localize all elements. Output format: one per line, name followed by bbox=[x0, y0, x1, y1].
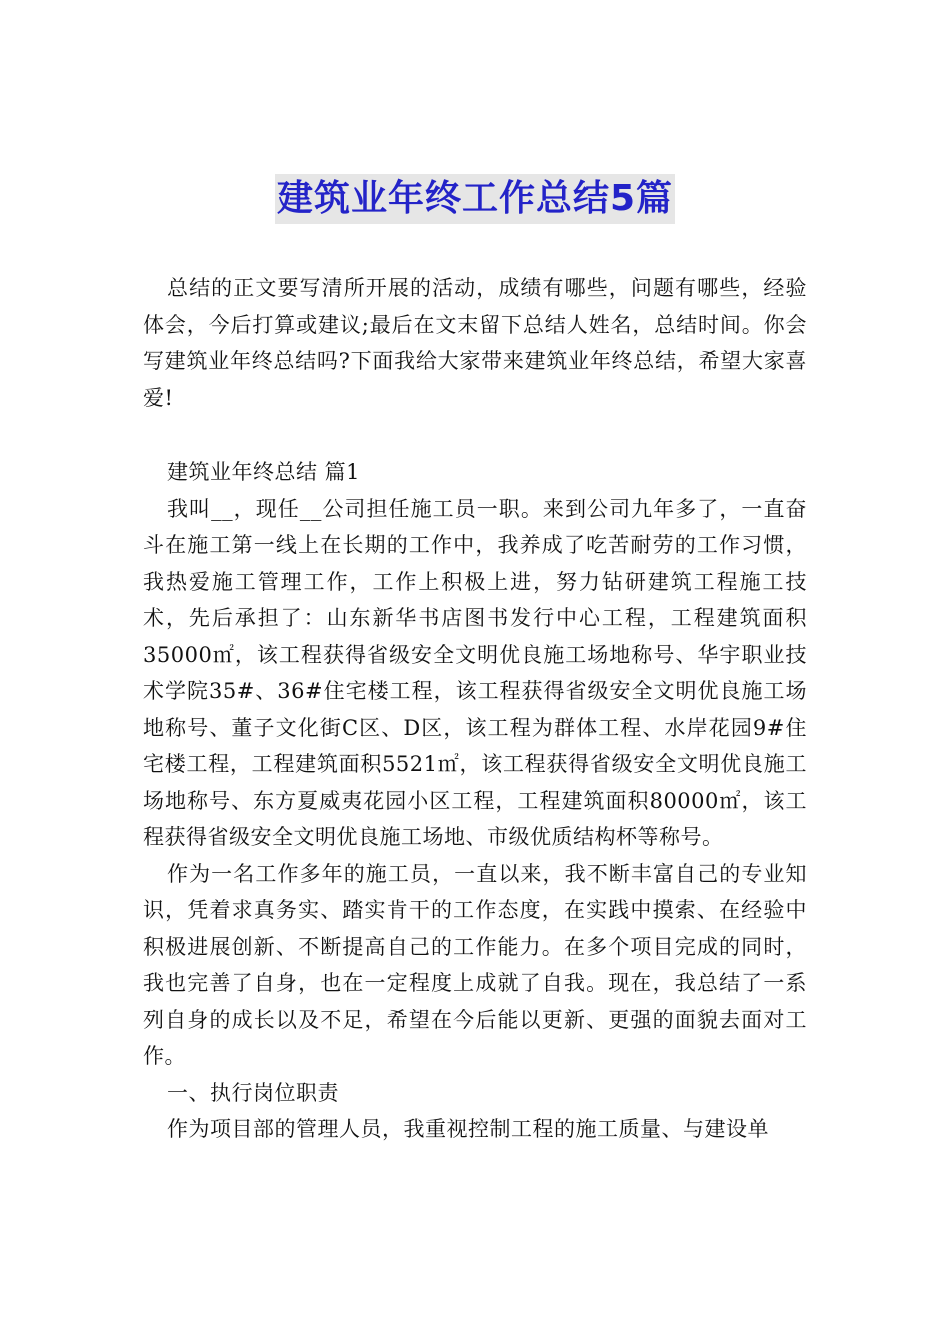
body-paragraph: 作为一名工作多年的施工员，一直以来，我不断丰富自己的专业知识，凭着求真务实、踏实肯干的工作态度，在实践中摸索、在经验中积极进展创新、不断提高自己的工作能力。在多个项目完成的同时，我也完善了自身，也在一定程度上成就了自我。现在，我总结了一系列自身的成长以及不足，希望在今后能以更新、更强的面貌去面对工作。 bbox=[143, 861, 807, 1068]
document-title: 建筑业年终工作总结5篇 bbox=[275, 174, 675, 224]
section-heading: 建筑业年终总结 篇1 bbox=[167, 460, 361, 484]
main-content bbox=[143, 454, 807, 1148]
intro-block bbox=[143, 270, 807, 416]
body-paragraph: 我叫__，现任__公司担任施工员一职。来到公司九年多了，一直奋斗在施工第一线上在长期的工作中，我养成了吃苦耐劳的工作习惯，我热爱施工管理工作，工作上积极上进，努力钻研建筑工程施工技术，先后承担了：山东新华书店图书发行中心工程，工程建筑面积35000㎡，该工程获得省级安全文明优良施工场地称号、华宇职业技术学院35#、36#住宅楼工程，该工程获得省级安全文明优良施工场地称号、董子文化街C区、D区，该工程为群体工程、水岸花园9#住宅楼工程，工程建筑面积5521㎡，该工程获得省级安全文明优良施工场地称号、东方夏威夷花园小区工程，工程建筑面积80000㎡，该工程获得省级安全文明优良施工场地、市级优质结构杯等称号。 bbox=[143, 496, 807, 849]
subsection-heading: 一、执行岗位职责 bbox=[167, 1080, 339, 1105]
intro-paragraph: 总结的正文要写清所开展的活动，成绩有哪些，问题有哪些，经验体会，今后打算或建议;最后在文末留下总结人姓名，总结时间。你会写建筑业年终总结吗?下面我给大家带来建筑业年终总结，希望大家喜爱! bbox=[143, 276, 807, 410]
body-paragraph: 作为项目部的管理人员，我重视控制工程的施工质量、与建设单 bbox=[167, 1117, 769, 1141]
title-container bbox=[0, 174, 950, 224]
